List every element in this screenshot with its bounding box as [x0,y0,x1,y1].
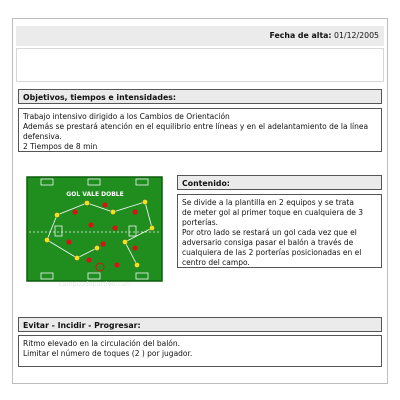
date-bar [16,26,384,46]
content-line: cualquiera de las 2 porterías posicionadas en el [182,248,362,257]
content-line: de meter gol al primer toque en cualquiera de 3 [182,208,364,217]
objectives-line: 2 Tiempos de 8 min [23,142,98,151]
content-line: adversario consiga pasar el balón a través de [182,238,354,247]
exercise-diagram [17,170,172,288]
date-value: 01/12/2005 [334,31,379,40]
watermark: campusdeportivo.com [58,280,132,288]
empty-panel [16,48,384,82]
objectives-line: Además se prestará atención en el equilibrio entre líneas y en el adelantamiento de la línea [23,122,369,131]
avoid-heading: Evitar - Incidir - Progresar: [18,317,382,332]
avoid-line: Limitar el número de toques (2 ) por jugador. [23,349,193,358]
content-panel [177,194,382,268]
date-label: Fecha de alta: [269,31,332,40]
content-line: porterías. [182,218,219,227]
content-line: centro del campo. [182,258,250,267]
objectives-heading: Objetivos, tiempos e intensidades: [18,89,382,104]
objectives-panel [18,108,382,152]
objectives-line: Trabajo intensivo dirigido a los Cambios de Orientación [23,112,230,121]
field-label: GOL VALE DOBLE [66,191,124,198]
avoid-line: Ritmo elevado en la circulación del balón. [23,339,181,348]
field-drawing [17,170,172,288]
objectives-line: defensiva. [23,132,62,141]
content-line: Se divide a la plantilla en 2 equipos y se trata [182,198,354,207]
content-line: Por otro lado se restará un gol cada vez que el [182,228,357,237]
content-heading: Contenido: [177,175,382,190]
avoid-panel [18,335,382,367]
